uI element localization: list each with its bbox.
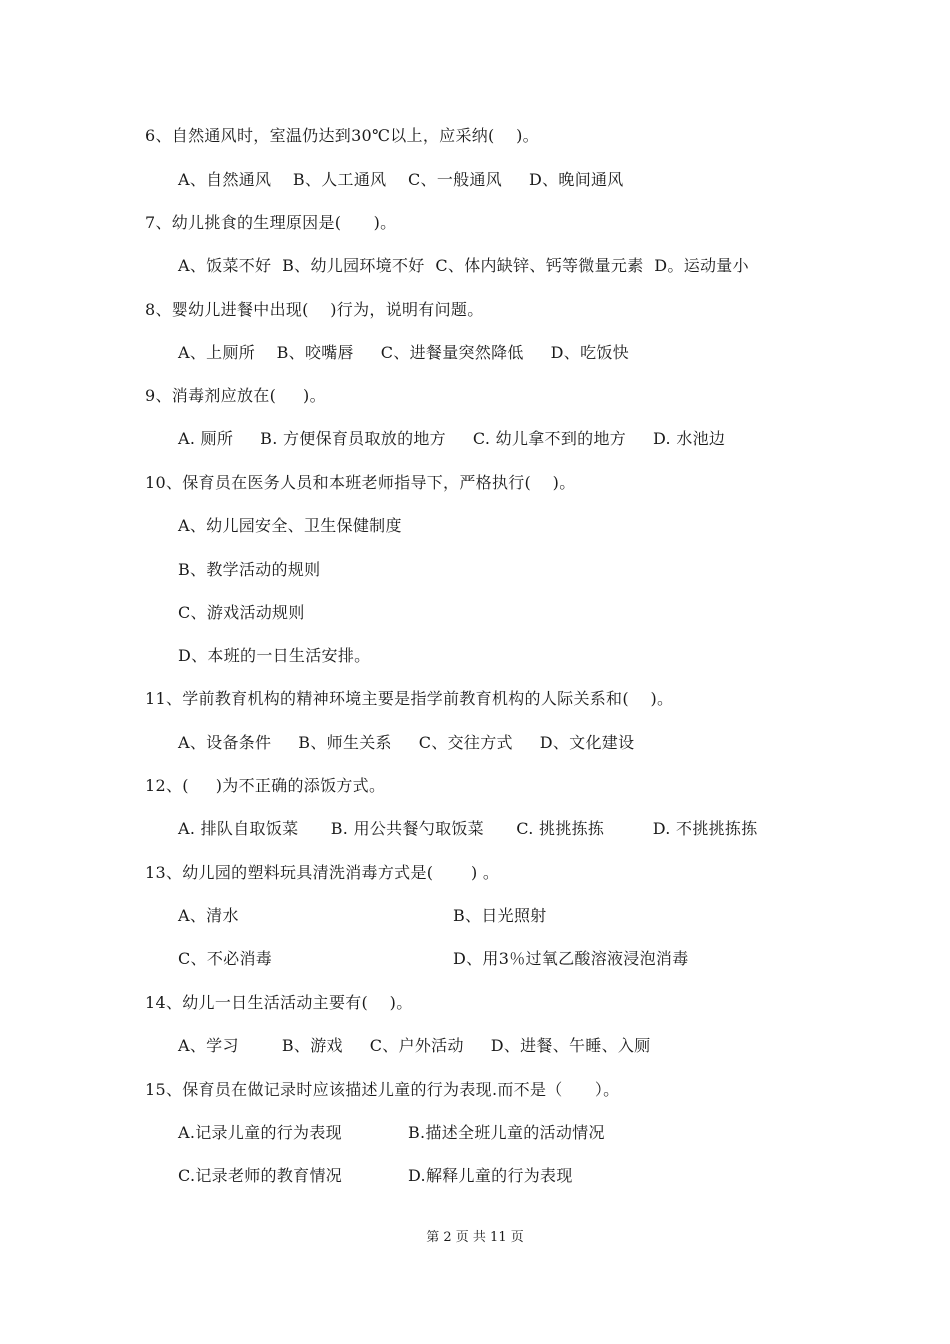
page-number-footer: 第 2 页 共 11 页 bbox=[426, 1230, 524, 1245]
question-6-stem: 6、自然通风时，室温仍达到30℃以上，应采纳( )。 bbox=[145, 126, 539, 145]
question-15-stem: 15、保育员在做记录时应该描述儿童的行为表现.而不是（ ）。 bbox=[145, 1080, 620, 1099]
question-13-option-a: A、清水 bbox=[178, 906, 239, 925]
question-11-stem: 11、学前教育机构的精神环境主要是指学前教育机构的人际关系和( )。 bbox=[145, 689, 674, 708]
question-15-option-b: B.描述全班儿童的活动情况 bbox=[408, 1123, 605, 1142]
question-6-options: A、自然通风 B、人工通风 C、一般通风 D、晚间通风 bbox=[178, 170, 624, 189]
question-13-stem: 13、幼儿园的塑料玩具清洗消毒方式是( ) 。 bbox=[145, 863, 500, 882]
question-12-options: A. 排队自取饭菜 B. 用公共餐勺取饭菜 C. 挑挑拣拣 D. 不挑挑拣拣 bbox=[178, 819, 758, 838]
question-15-option-c: C.记录老师的教育情况 bbox=[178, 1166, 343, 1185]
question-7-stem: 7、幼儿挑食的生理原因是( )。 bbox=[145, 213, 397, 232]
question-14-options: A、学习 B、游戏 C、户外活动 D、进餐、午睡、入厕 bbox=[178, 1036, 651, 1055]
question-7-options: A、饭菜不好 B、幼儿园环境不好 C、体内缺锌、钙等微量元素 D。运动量小 bbox=[178, 256, 749, 275]
question-8-stem: 8、婴幼儿进餐中出现( )行为，说明有问题。 bbox=[145, 300, 484, 319]
question-13-option-b: B、日光照射 bbox=[453, 906, 547, 925]
question-12-stem: 12、( )为不正确的添饭方式。 bbox=[145, 776, 386, 795]
question-10-option-c: C、游戏活动规则 bbox=[178, 603, 305, 622]
question-10-option-a: A、幼儿园安全、卫生保健制度 bbox=[178, 516, 402, 535]
question-10-option-d: D、本班的一日生活安排。 bbox=[178, 646, 371, 665]
question-11-options: A、设备条件 B、师生关系 C、交往方式 D、文化建设 bbox=[178, 733, 635, 752]
question-10-stem: 10、保育员在医务人员和本班老师指导下，严格执行( )。 bbox=[145, 473, 576, 492]
question-15-option-d: D.解释儿童的行为表现 bbox=[408, 1166, 573, 1185]
question-9-stem: 9、消毒剂应放在( )。 bbox=[145, 386, 326, 405]
question-15-option-a: A.记录儿童的行为表现 bbox=[178, 1123, 342, 1142]
question-8-options: A、上厕所 B、咬嘴唇 C、进餐量突然降低 D、吃饭快 bbox=[178, 343, 629, 362]
question-14-stem: 14、幼儿一日生活活动主要有( )。 bbox=[145, 993, 413, 1012]
question-13-option-d: D、用3％过氧乙酸溶液浸泡消毒 bbox=[453, 949, 689, 968]
question-13-option-c: C、不必消毒 bbox=[178, 949, 273, 968]
question-9-options: A. 厕所 B. 方便保育员取放的地方 C. 幼儿拿不到的地方 D. 水池边 bbox=[178, 429, 726, 448]
question-10-option-b: B、教学活动的规则 bbox=[178, 560, 321, 579]
